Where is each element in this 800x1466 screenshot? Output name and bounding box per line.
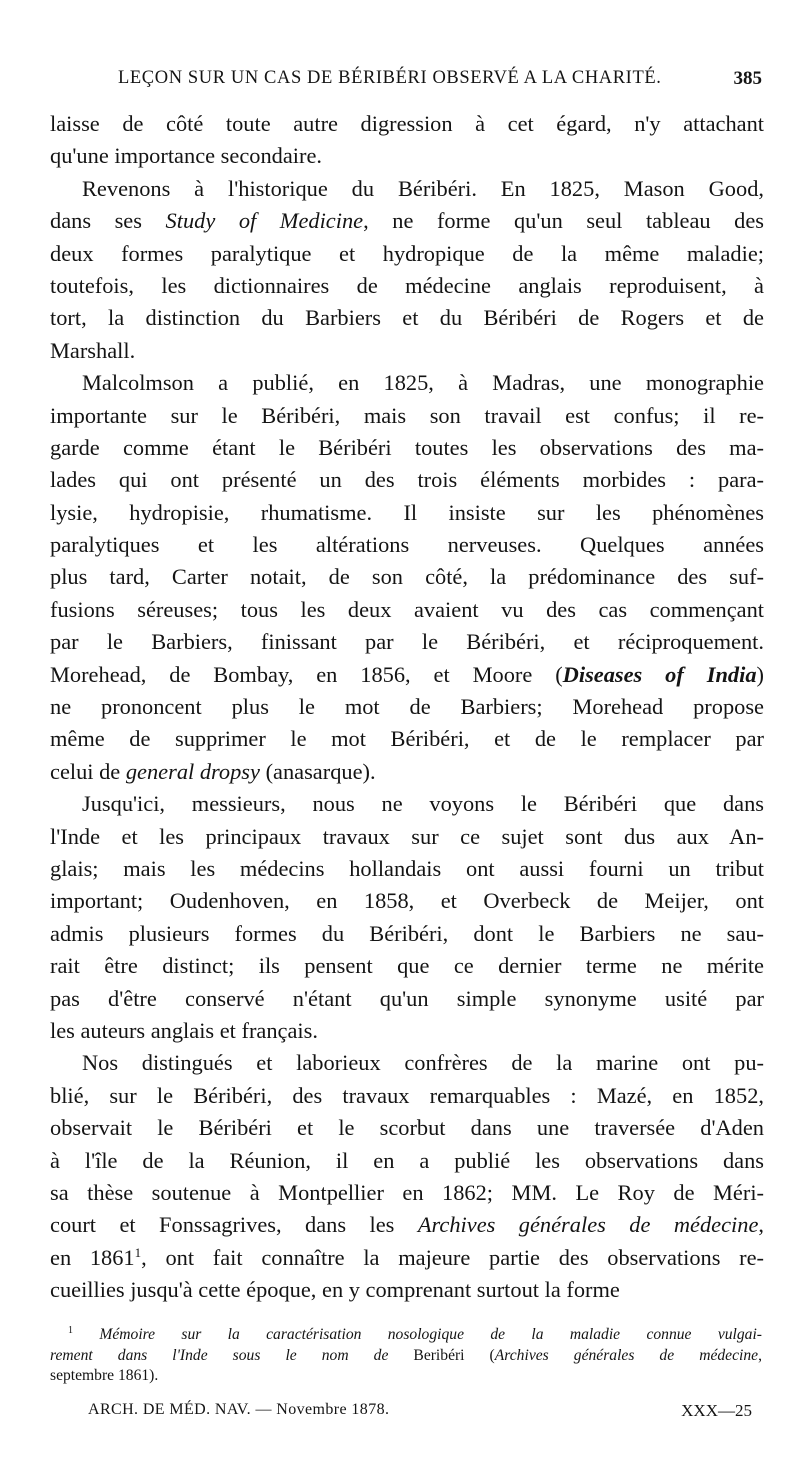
text-line: paralytiques et les altérations nerveuses. Quelques années bbox=[50, 532, 764, 558]
footnote-line: rement dans l'Inde sous le nom de Beribéri (Archives générales de médecine, bbox=[50, 1346, 762, 1364]
text-line: garde comme étant le Béribéri toutes les observations des ma- bbox=[50, 434, 764, 460]
text-line: en 1861$^1$, ont fait connaître la majeure partie des observations re- bbox=[50, 1244, 764, 1270]
text-line: observait le Béribéri et le scorbut dans une traversée d'Aden bbox=[50, 1115, 764, 1141]
running-head-title: LEÇON SUR UN CAS DE BÉRIBÉRI OBSERVÉ A LA CHARITÉ. bbox=[118, 68, 662, 88]
text-line: laisse de côté toute autre digression à cet égard, n'y attachant bbox=[50, 111, 764, 136]
text-line: cueillies jusqu'à cette époque, en y comprenant surtout la forme bbox=[50, 1277, 620, 1303]
running-head bbox=[50, 66, 762, 96]
page-footer bbox=[50, 1398, 762, 1428]
text-line: celui de general dropsy (anasarque). bbox=[50, 758, 376, 784]
text-line: fusions séreuses; tous les deux avaient vu des cas commençant bbox=[50, 596, 764, 622]
text-line: les auteurs anglais et français. bbox=[50, 1017, 318, 1043]
text-line: deux formes paralytique et hydropique de la même maladie; bbox=[50, 240, 764, 266]
footnotes bbox=[50, 1325, 762, 1387]
text-line: Malcolmson a publié, en 1825, à Madras, une monographie bbox=[82, 370, 764, 396]
text-line: important; Oudenhoven, en 1858, et Overbeck de Meijer, ont bbox=[50, 888, 764, 914]
text-line: par le Barbiers, finissant par le Béribéri, et réciproquement. bbox=[50, 629, 764, 655]
text-line: Jusqu'ici, messieurs, nous ne voyons le Béribéri que dans bbox=[82, 791, 764, 817]
text-line: sa thèse soutenue à Montpellier en 1862; MM. Le Roy de Méri- bbox=[50, 1179, 764, 1205]
text-line: blié, sur le Béribéri, des travaux remarquables : Mazé, en 1852, bbox=[50, 1082, 764, 1108]
text-line: importante sur le Béribéri, mais son travail est confus; il re- bbox=[50, 402, 764, 428]
body-text bbox=[50, 108, 764, 1306]
text-line: dans ses Study of Medicine, ne forme qu'un seul tableau des bbox=[50, 208, 764, 234]
text-line: à l'île de la Réunion, il en a publié les observations dans bbox=[50, 1147, 764, 1173]
text-line: ne prononcent plus le mot de Barbiers; Morehead propose bbox=[50, 694, 764, 720]
text-line: toutefois, les dictionnaires de médecine anglais reproduisent, à bbox=[50, 272, 764, 298]
text-line: qu'une importance secondaire. bbox=[50, 143, 322, 169]
text-line: glais; mais les médecins hollandais ont aussi fourni un tribut bbox=[50, 855, 764, 881]
signature-mark: XXX—25 bbox=[681, 1401, 752, 1420]
text-line: lades qui ont présenté un des trois éléments morbides : para- bbox=[50, 467, 764, 493]
text-line: Nos distingués et laborieux confrères de la marine ont pu- bbox=[82, 1050, 764, 1076]
footnote-line: $^1$ Mémoire sur la caractérisation nosologique de la maladie connue vulgai- bbox=[68, 1325, 762, 1343]
text-line: admis plusieurs formes du Béribéri, dont le Barbiers ne sau- bbox=[50, 920, 764, 946]
text-line: court et Fonssagrives, dans les Archives générales de médecine, bbox=[50, 1212, 764, 1238]
journal-signature: ARCH. DE MÉD. NAV. — Novembre 1878. bbox=[88, 1401, 390, 1418]
text-line: même de supprimer le mot Béribéri, et de le remplacer par bbox=[50, 726, 764, 752]
text-line: rait être distinct; ils pensent que ce dernier terme ne mérite bbox=[50, 953, 764, 979]
page-number: 385 bbox=[733, 68, 762, 89]
text-line: Revenons à l'historique du Béribéri. En 1825, Mason Good, bbox=[82, 175, 764, 201]
text-line: plus tard, Carter notait, de son côté, la prédominance des suf- bbox=[50, 564, 764, 590]
text-line: Morehead, de Bombay, en 1856, et Moore (Diseases of India) bbox=[50, 661, 764, 687]
text-line: l'Inde et les principaux travaux sur ce sujet sont dus aux An- bbox=[50, 823, 764, 849]
footnote-line: septembre 1861). bbox=[50, 1367, 159, 1384]
text-line: lysie, hydropisie, rhumatisme. Il insiste sur les phénomènes bbox=[50, 499, 764, 525]
text-line: Marshall. bbox=[50, 337, 136, 363]
text-line: pas d'être conservé n'étant qu'un simple synonyme usité par bbox=[50, 985, 764, 1011]
text-line: tort, la distinction du Barbiers et du Béribéri de Rogers et de bbox=[50, 305, 764, 331]
